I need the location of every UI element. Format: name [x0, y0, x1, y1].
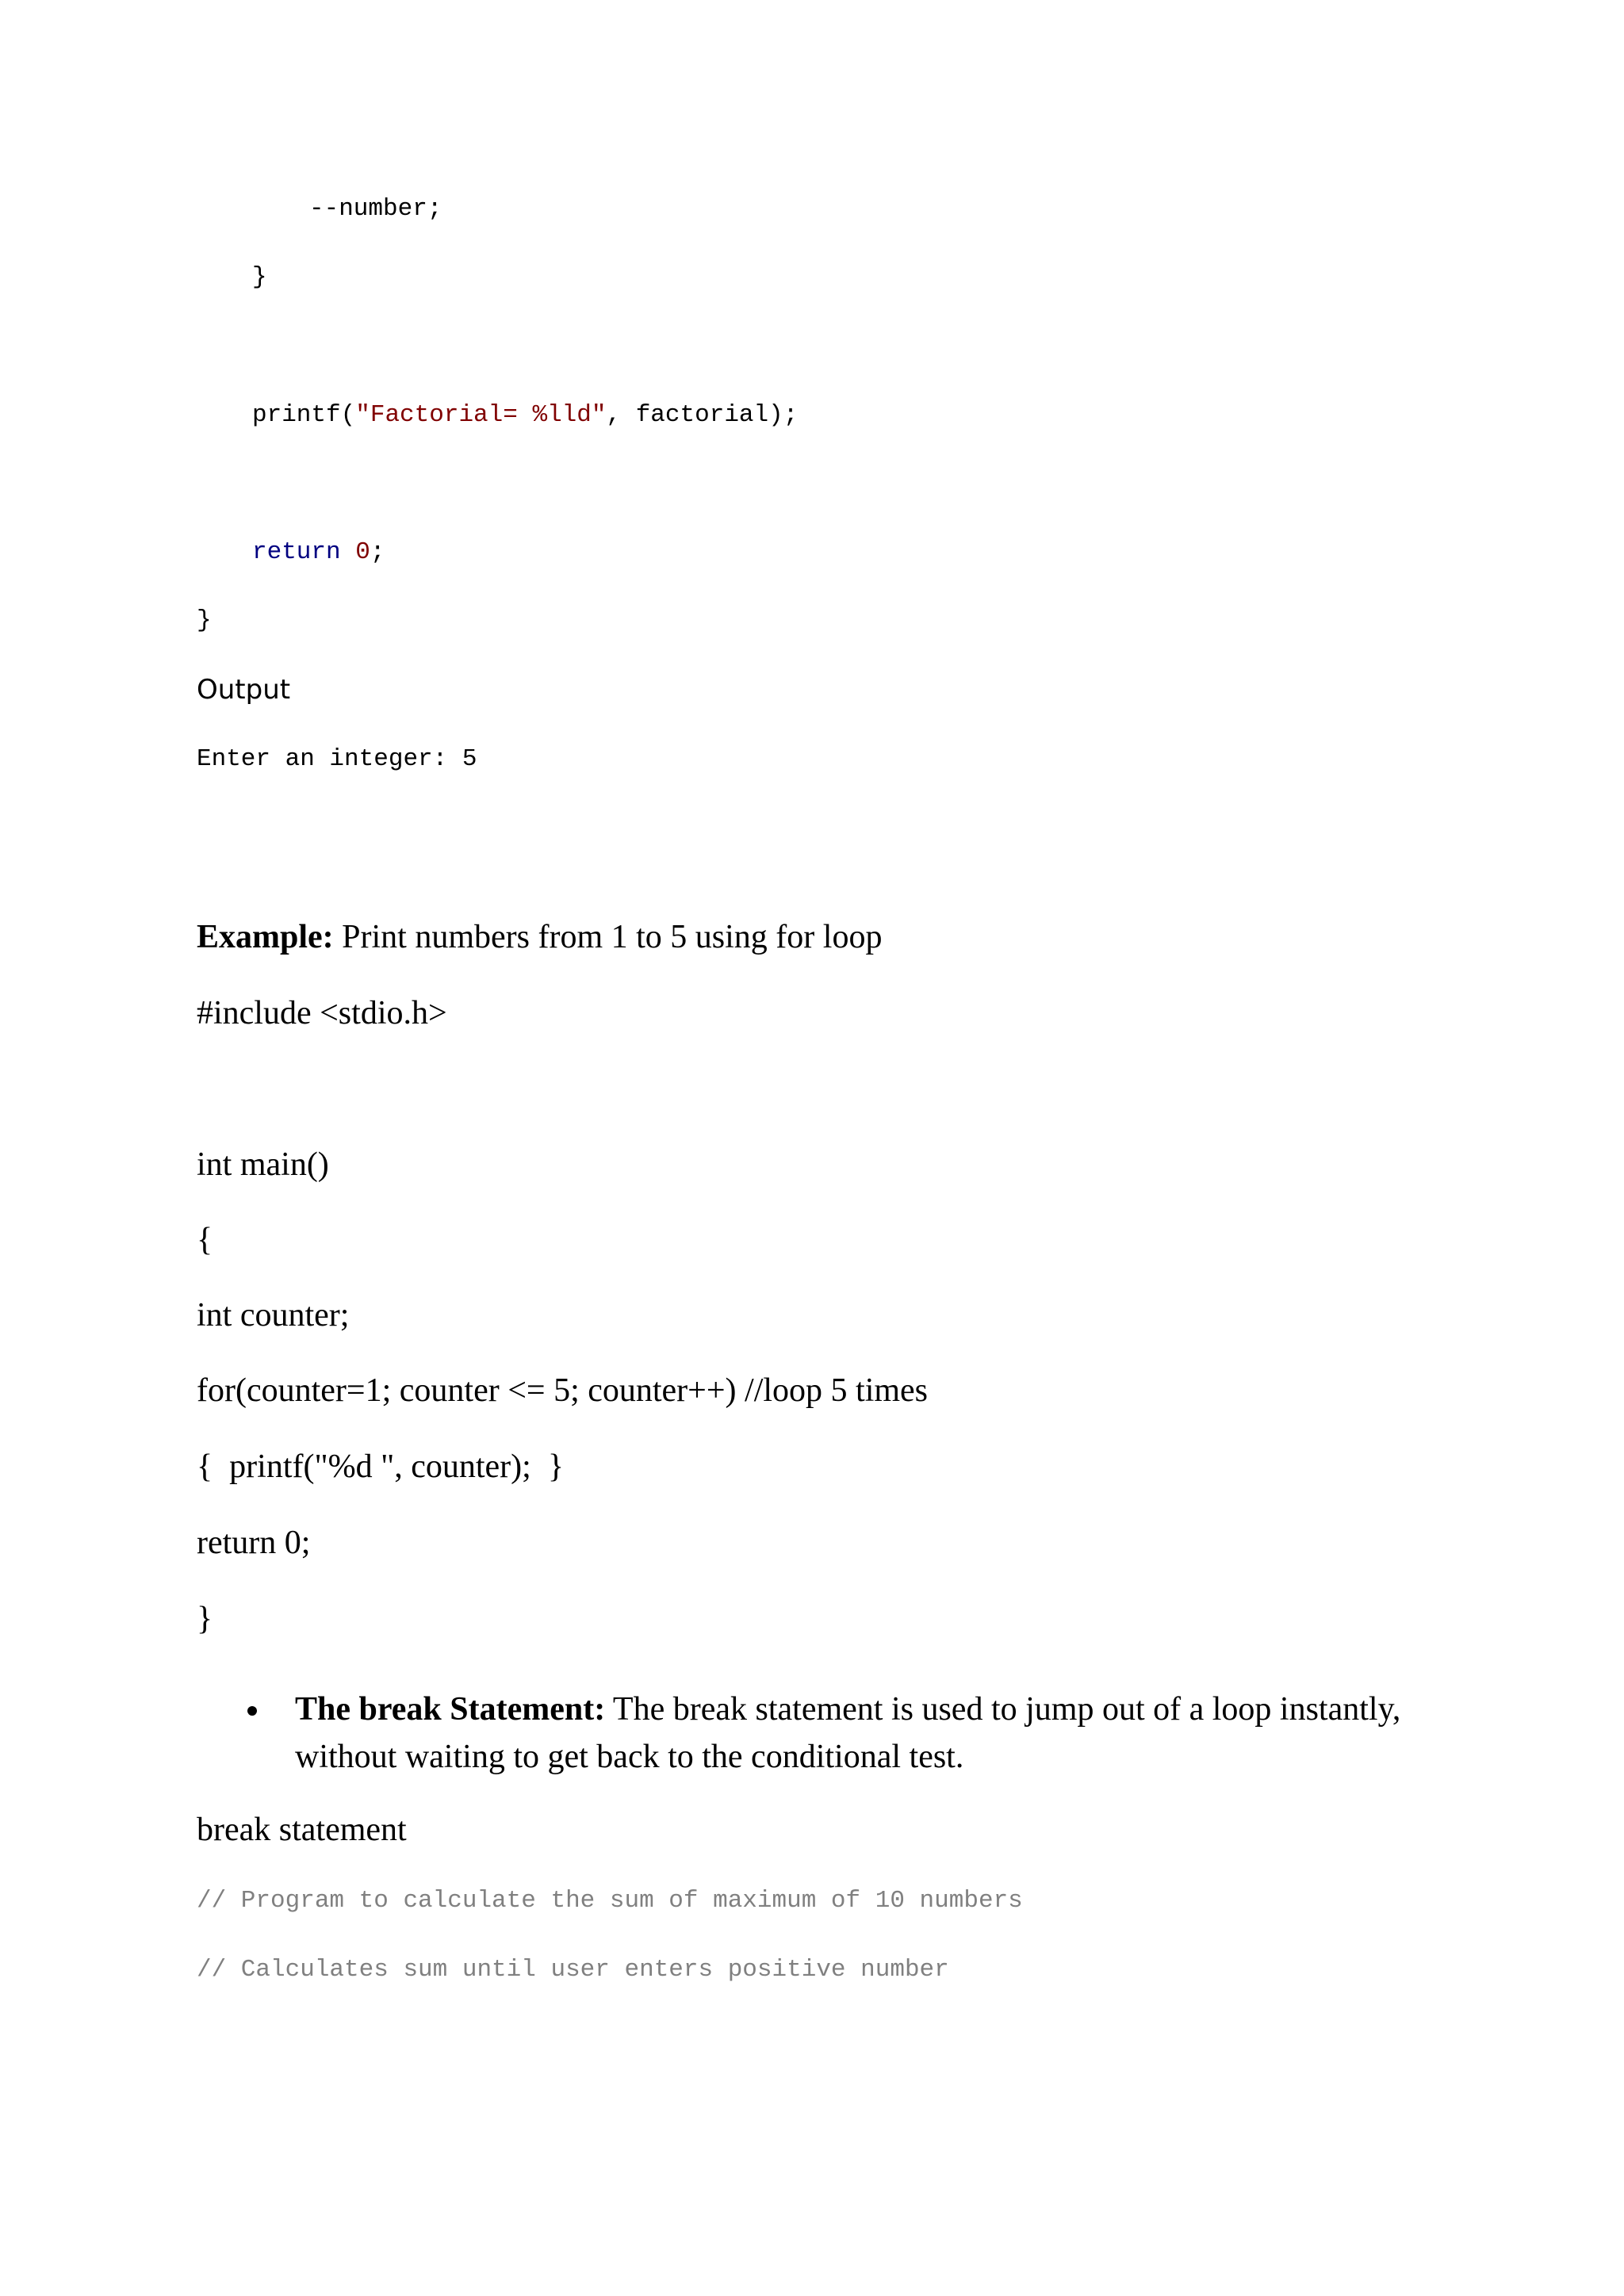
example-code-line: } [197, 1601, 213, 1637]
printf-args: , factorial); [606, 401, 799, 429]
code-line-printf [252, 401, 798, 429]
return-semicolon: ; [370, 538, 385, 566]
output-text: Enter an integer: 5 [197, 745, 477, 773]
example-description: Print numbers from 1 to 5 using for loop [333, 919, 883, 955]
break-description: The break statement is used to jump out of a loop instantly, without waiting to get back to the conditional test. [295, 1691, 1401, 1775]
code-line-return [252, 538, 385, 566]
bullet-icon [247, 1706, 257, 1716]
example-code-line: int main() [197, 1146, 329, 1183]
break-statement-bullet [295, 1686, 1500, 1781]
break-label: The break Statement: [295, 1691, 606, 1728]
code-comment: // Calculates sum until user enters positive number [197, 1956, 949, 1984]
code-line-close-main: } [197, 607, 212, 634]
printf-format-string: "Factorial= %lld" [355, 401, 607, 429]
example-code-line: for(counter=1; counter <= 5; counter++) //loop 5 times [197, 1372, 929, 1409]
code-comment: // Program to calculate the sum of maximum of 10 numbers [197, 1887, 1023, 1915]
example-code-line: int counter; [197, 1297, 350, 1334]
example-code-line: return 0; [197, 1525, 311, 1561]
printf-fn: printf( [252, 401, 356, 429]
code-line-decrement: --number; [309, 195, 442, 223]
example-code-line: #include <stdio.h> [197, 995, 447, 1031]
return-value: 0 [355, 538, 370, 566]
return-keyword: return [252, 538, 341, 566]
output-heading: Output [197, 674, 291, 706]
example-code-line: { printf("%d ", counter); } [197, 1448, 564, 1485]
break-heading: break statement [197, 1812, 407, 1848]
example-label: Example: [197, 919, 334, 955]
example-heading [197, 918, 882, 956]
code-line-close-while: } [252, 263, 267, 291]
example-code-line: { [197, 1222, 213, 1258]
